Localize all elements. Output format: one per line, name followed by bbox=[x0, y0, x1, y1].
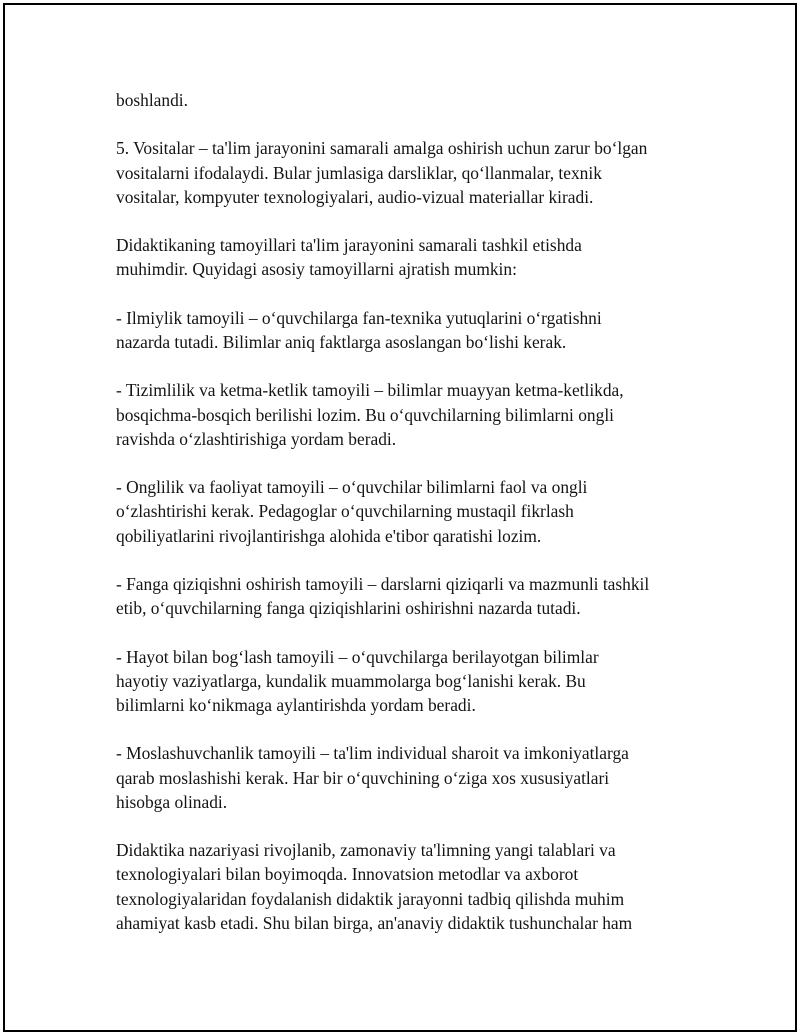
paragraph-hayot-bilan bbox=[116, 645, 716, 718]
text-line: 5. Vositalar – ta'lim jarayonini samarali amalga oshirish uchun zarur bo‘lgan bbox=[116, 138, 648, 159]
text-line: qarab moslashishi kerak. Har bir o‘quvchining o‘ziga xos xususiyatlari bbox=[116, 767, 610, 788]
text-line: o‘zlashtirishi kerak. Pedagoglar o‘quvchilarning mustaqil fikrlash bbox=[116, 501, 574, 522]
paragraph-tizimlilik bbox=[116, 378, 716, 451]
text-line: - Hayot bilan bog‘lash tamoyili – o‘quvchilarga berilayotgan bilimlar bbox=[116, 646, 599, 667]
paragraph-vositalar bbox=[116, 136, 716, 209]
text-line: Didaktika nazariyasi rivojlanib, zamonaviy ta'limning yangi talablari va bbox=[116, 840, 616, 861]
text-line: etib, o‘quvchilarning fanga qiziqishlarini oshirishni nazarda tutadi. bbox=[116, 598, 581, 619]
text-line: qobiliyatlarini rivojlantirishga alohida e'tibor qaratishi lozim. bbox=[116, 525, 542, 546]
paragraph-ilmiylik bbox=[116, 306, 716, 354]
paragraph-moslashuvchanlik bbox=[116, 741, 716, 814]
text-line: vositalar, kompyuter texnologiyalari, audio-vizual materiallar kiradi. bbox=[116, 186, 594, 207]
text-line: boshlandi. bbox=[116, 90, 188, 110]
paragraph-onglilik bbox=[116, 475, 716, 548]
text-line: Didaktikaning tamoyillari ta'lim jarayonini samarali tashkil etishda bbox=[116, 235, 582, 256]
text-line: - Moslashuvchanlik tamoyili – ta'lim individual sharoit va imkoniyatlarga bbox=[116, 743, 629, 764]
paragraph-tamoyillar-intro bbox=[116, 233, 716, 281]
text-line: hisobga olinadi. bbox=[116, 791, 228, 812]
text-line: - Ilmiylik tamoyili – o‘quvchilarga fan-texnika yutuqlarini o‘rgatishni bbox=[116, 307, 602, 328]
text-line: ravishda o‘zlashtirishiga yordam beradi. bbox=[116, 428, 397, 449]
text-line: nazarda tutadi. Bilimlar aniq faktlarga asoslangan bo‘lishi kerak. bbox=[116, 331, 567, 352]
paragraph-continuation bbox=[116, 88, 716, 112]
text-line: texnologiyalari bilan boyimoqda. Innovatsion metodlar va axborot bbox=[116, 864, 579, 885]
document-body bbox=[116, 88, 716, 935]
text-line: vositalarni ifodalaydi. Bular jumlasiga darsliklar, qo‘llanmalar, texnik bbox=[116, 162, 602, 183]
text-line: hayotiy vaziyatlarga, kundalik muammolarga bog‘lanishi kerak. Bu bbox=[116, 670, 586, 691]
paragraph-fanga-qiziqish bbox=[116, 572, 716, 620]
text-line: - Fanga qiziqishni oshirish tamoyili – darslarni qiziqarli va mazmunli tashkil bbox=[116, 573, 650, 594]
text-line: bilimlarni ko‘nikmaga aylantirishda yordam beradi. bbox=[116, 694, 476, 715]
text-line: texnologiyalaridan foydalanish didaktik jarayonni tadbiq qilishda muhim bbox=[116, 888, 625, 909]
text-line: - Onglilik va faoliyat tamoyili – o‘quvchilar bilimlarni faol va ongli bbox=[116, 477, 588, 498]
text-line: - Tizimlilik va ketma-ketlik tamoyili – bilimlar muayyan ketma-ketlikda, bbox=[116, 380, 624, 401]
text-line: ahamiyat kasb etadi. Shu bilan birga, an'anaviy didaktik tushunchalar ham bbox=[116, 912, 633, 933]
text-line: bosqichma-bosqich berilishi lozim. Bu o‘quvchilarning bilimlarni ongli bbox=[116, 404, 614, 425]
paragraph-didaktika-nazariyasi bbox=[116, 838, 716, 935]
text-line: muhimdir. Quyidagi asosiy tamoyillarni ajratish mumkin: bbox=[116, 259, 517, 280]
